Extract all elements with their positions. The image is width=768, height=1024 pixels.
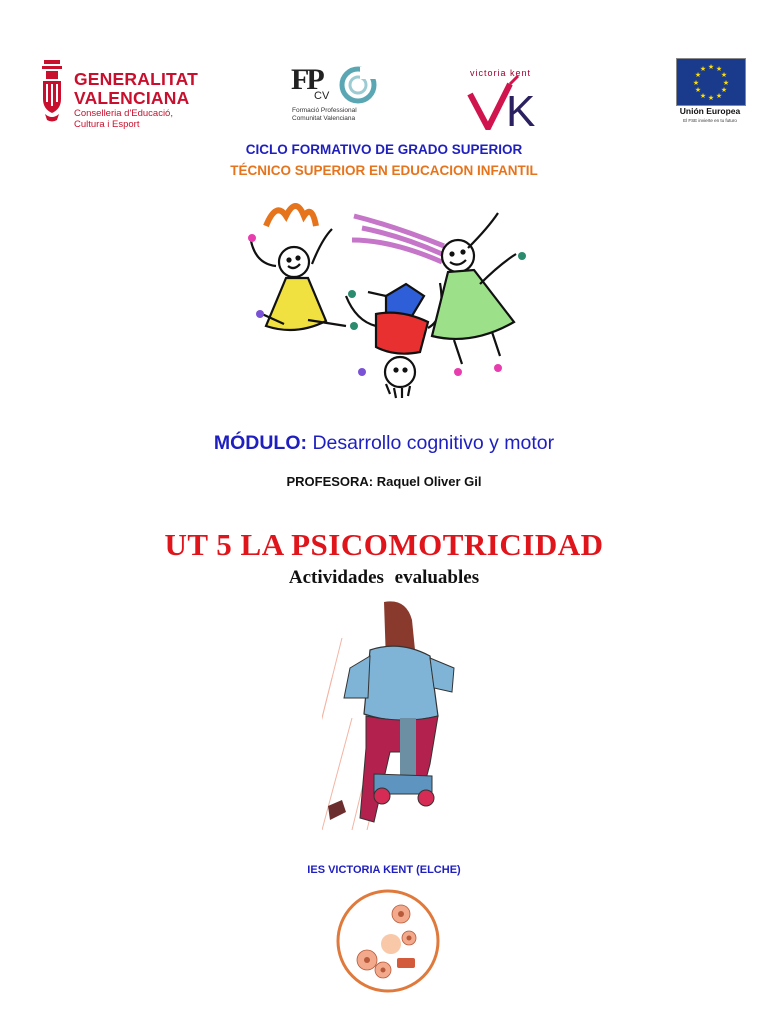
school-name: IES VICTORIA KENT (ELCHE) [307,864,461,876]
svg-text:★: ★ [715,65,723,73]
fpcv-letters: FP [291,63,322,96]
module-label: MÓDULO: [213,432,308,454]
vk-monogram-icon [466,72,552,130]
cycle-heading: CICLO FORMATIVO DE GRADO SUPERIOR [245,142,523,157]
tecnico-heading: TÉCNICO SUPERIOR EN EDUCACION INFANTIL [230,163,538,178]
generalitat-name [74,70,198,108]
svg-text:★: ★ [720,71,728,79]
fpcv-subtitle [292,107,357,122]
fpcv-sub-line2: Comunitat Valenciana [292,114,356,122]
eu-tagline: El FSE invierte en tu futuro [683,118,737,123]
girl-on-scooter-illustration [322,598,462,830]
svg-text:★: ★ [699,65,707,73]
boy-upside-down [346,283,442,398]
teacher-line [0,474,768,489]
generalitat-valenciana-logo [40,58,215,128]
svg-text:K: K [506,87,536,130]
teacher-label: PROFESORA: [286,474,374,489]
victoria-kent-label: victoria kent [470,68,532,78]
victoria-kent-logo [462,62,554,130]
teacher-name: Raquel Oliver Gil [376,474,482,489]
svg-text:★: ★ [694,71,702,79]
svg-text:★: ★ [692,79,700,87]
generalitat-sub-line2: Cultura i Esport [74,119,140,130]
unit-title: UT 5 LA PSICOMOTRICIDAD [164,527,604,562]
girl-yellow-dress [248,206,358,330]
generalitat-name-line1: GENERALITAT [74,69,199,89]
fpcv-cv-label: CV [314,90,330,102]
module-name: Desarrollo cognitivo y motor [312,432,555,454]
svg-text:★: ★ [707,94,715,102]
svg-text:★: ★ [699,92,707,100]
svg-text:★: ★ [707,63,715,71]
svg-text:★: ★ [694,86,702,94]
fpcv-logo [290,63,390,129]
eu-name: Unión Europea [679,106,741,116]
union-europea-logo [676,58,744,130]
generalitat-subtitle [74,108,173,130]
eu-flag [676,58,746,106]
svg-text:★: ★ [722,79,730,87]
unit-subtitle: Actividades evaluables [288,567,480,588]
flower-badge-illustration [335,888,441,994]
eu-stars-icon [677,59,745,105]
module-line [0,432,768,455]
generalitat-sub-line1: Conselleria d'Educació, [74,108,173,119]
svg-text:★: ★ [720,86,728,94]
dancing-children-illustration [236,196,536,401]
fpcv-sub-line1: Formació Professional [292,107,357,114]
generalitat-name-line2: VALENCIANA [74,88,190,108]
svg-text:★: ★ [715,92,723,100]
fpcv-circle-icon [338,65,378,105]
generalitat-shield-icon [40,60,64,124]
